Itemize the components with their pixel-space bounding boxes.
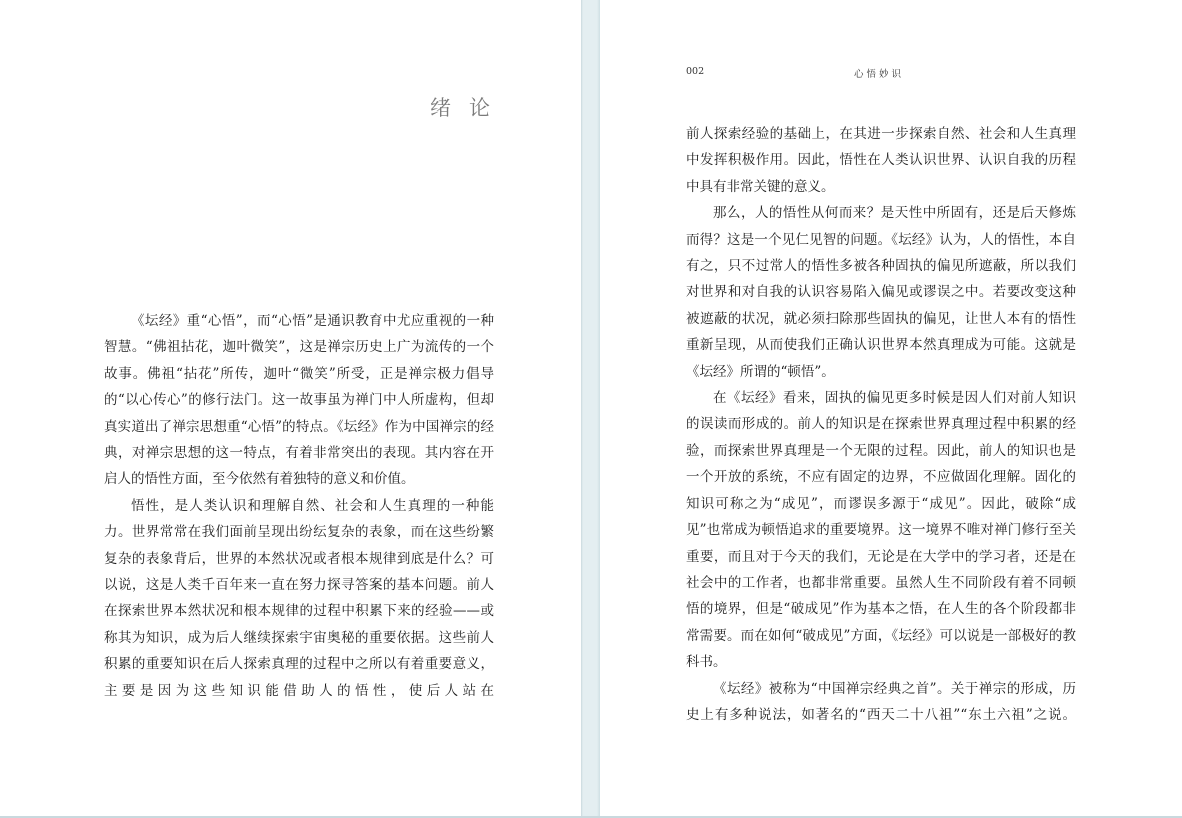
paragraph: 那么，人的悟性从何而来？是天性中所固有，还是后天修炼而得？这是一个见仁见智的问题。《坛经》认为，人的悟性，本自有之，只不过常人的悟性多被各种固执的偏见所遮蔽，所以我们对世界和对自我的认识容易陷入偏见或谬误之中。若要改变这种被遮蔽的状况，就必须扫除那些固执的偏见，让世人本有的悟性重新呈现，从而使我们正确认识世界本然真理成为可能。这就是《坛经》所谓的“顿悟”。 xyxy=(686,205,1076,380)
paragraph: 前人探索经验的基础上，在其进一步探索自然、社会和人生真理中发挥积极作用。因此，悟性在人类认识世界、认识自我的历程中具有非常关键的意义。 xyxy=(686,126,1076,195)
chapter-title: 绪论 xyxy=(430,96,508,120)
paragraph: 悟性，是人类认识和理解自然、社会和人生真理的一种能力。世界常常在我们面前呈现出纷纭复杂的表象，而在这些纷繁复杂的表象背后，世界的本然状况或者根本规律到底是什么？可以说，这是人类千百年来一直在努力探寻答案的基本问题。前人在探索世界本然状况和根本规律的过程中积累下来的经验——或称其为知识，成为后人继续探索宇宙奥秘的重要依据。这些前人积累的重要知识在后人探索真理的过程中之所以有着重要意义，主要是因为这些知识能借助人的悟性，使后人站在 xyxy=(104,497,494,699)
paragraph: 《坛经》被称为“中国禅宗经典之首”。关于禅宗的形成，历史上有多种说法，如著名的“西天二十八祖”“东土六祖”之说。 xyxy=(686,680,1076,723)
left-body-text xyxy=(104,308,494,704)
paragraph: 在《坛经》看来，固执的偏见更多时候是因人们对前人知识的误读而形成的。前人的知识是在探索世界真理过程中积累的经验，而探索世界真理是一个无限的过程。因此，前人的知识也是一个开放的系统，不应有固定的边界，不应做固化理解。固化的知识可称之为“成见”，而谬误多源于“成见”。因此，破除“成见”也常成为顿悟追求的重要境界。这一境界不唯对禅门修行至关重要，而且对于今天的我们，无论是在大学中的学习者，还是在社会中的工作者，也都非常重要。虽然人生不同阶段有着不同顿悟的境界，但是“破成见”作为基本之悟，在人生的各个阶段都非常需要。而在如何“破成见”方面，《坛经》可以说是一部极好的教科书。 xyxy=(686,390,1076,671)
running-head-title: 心悟妙识 xyxy=(854,69,905,80)
paragraph: 《坛经》重“心悟”，而“心悟”是通识教育中尤应重视的一种智慧。“佛祖拈花，迦叶微笑”，这是禅宗历史上广为流传的一个故事。佛祖“拈花”所传，迦叶“微笑”所受，正是禅宗极力倡导的“以心传心”的修行法门。这一故事虽为禅门中人所虚构，但却真实道出了禅宗思想重“心悟”的特点。《坛经》作为中国禅宗的经典，对禅宗思想的这一特点，有着非常突出的表现。其内容在开启人的悟性方面，至今依然有着独特的意义和价值。 xyxy=(104,313,494,488)
right-page xyxy=(600,0,1182,816)
right-body-text xyxy=(686,121,1076,728)
left-page xyxy=(0,0,581,816)
page-number: 002 xyxy=(686,66,705,77)
book-gutter xyxy=(581,0,600,818)
